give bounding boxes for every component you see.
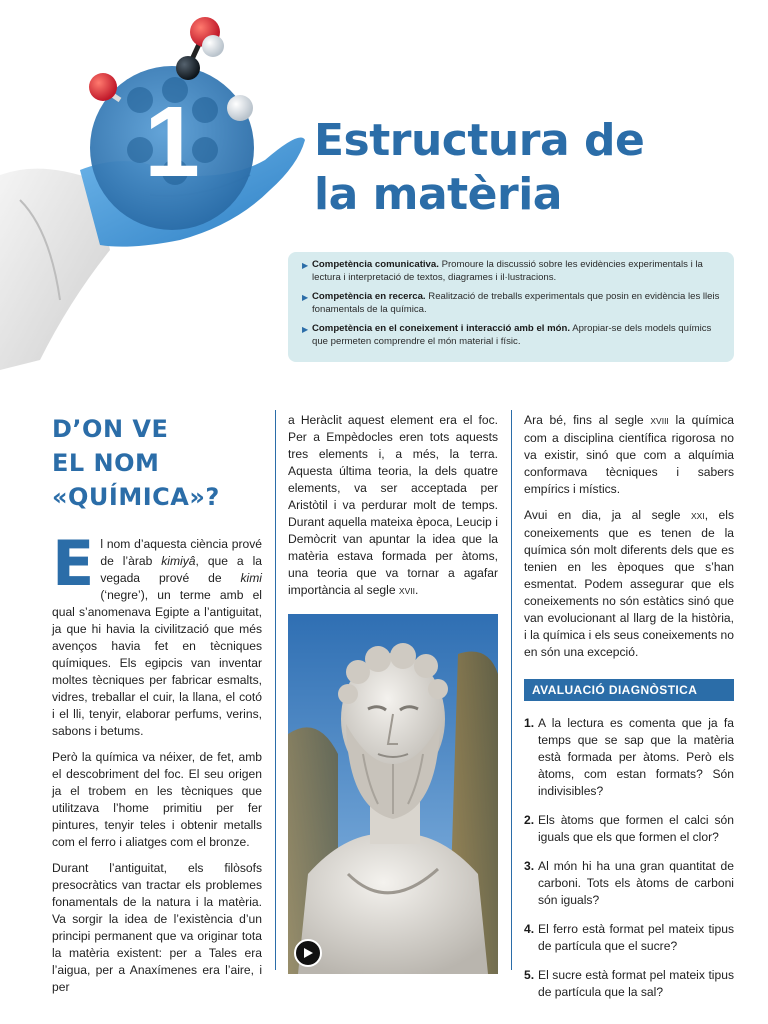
competence-description: Realització de treballs experimentals que posin en evidència les lleis fonamentals de la química. — [312, 291, 720, 315]
column-1 — [52, 412, 262, 1005]
competence-item — [302, 291, 722, 316]
chapter-number: 1 — [144, 86, 200, 198]
chapter-title — [314, 114, 754, 222]
question-item — [524, 967, 734, 1001]
century-numeral: XVIII — [650, 416, 669, 426]
text-run: , els coneixements que es tenen de la química són molt diferents dels que es tenien en les èpoques que s’han esmentat. Podem assegurar que els coneixements no són estàtics sinó que van evolucionant al llarg de la història, i la química i els seus coneixements no en són una excepció. — [524, 508, 735, 659]
century-numeral: XVII — [398, 586, 415, 596]
text-run: l nom d’aquesta ciència prové de l’àrab — [100, 537, 262, 568]
evaluation-heading: AVALUACIÓ DIAGNÒSTICA — [524, 679, 734, 701]
play-button[interactable] — [294, 939, 322, 967]
competence-description: Promoure la discussió sobre les evidències experimentals i la lectura i interpretació de textos, diagrames i il·lustracions. — [312, 259, 703, 283]
competence-text — [312, 323, 722, 348]
competences-panel — [288, 252, 734, 362]
question-item — [524, 921, 734, 955]
competence-item — [302, 259, 722, 284]
triangle-bullet-icon: ▶ — [302, 261, 309, 270]
paragraph — [288, 412, 498, 600]
text-run: . — [414, 583, 419, 597]
text-run: a Heràclit aquest element era el foc. Per a Empèdocles eren tots aquests tres elements i, a més, la terra. Aquesta última teoria, la dels quatre elements, va ser acceptada per Aristòtil i va perdurar molt de temps. Durant aquella mateixa època, Leucip i Demòcrit van apuntar la idea que la matèria estava formada per àtoms, una teoria que va tornar a agafar importància al segle — [288, 413, 498, 597]
text-run: la química com a disciplina científica rigorosa no va existir, sinó que com a alquímia conformava tècniques i sabers empírics i místics. — [524, 413, 735, 496]
italic-term: kimi — [240, 571, 262, 585]
dropcap: E — [52, 527, 95, 600]
question-item — [524, 858, 734, 909]
column-divider — [511, 410, 512, 970]
competence-label: Competència en el coneixement i interacció amb el món. — [312, 323, 571, 335]
question-number: 2. — [524, 813, 535, 827]
italic-term: kimiyâ — [161, 554, 196, 568]
text-run: Ara bé, fins al segle — [524, 413, 651, 427]
competence-text — [312, 291, 722, 316]
chapter-title-line1: Estructura de — [314, 115, 645, 166]
competence-item — [302, 323, 722, 348]
section-heading-line1: D’ON VE — [52, 415, 169, 443]
question-text: Al món hi ha una gran quantitat de carboni. Tots els àtoms de carboni són iguals? — [538, 859, 734, 907]
triangle-bullet-icon: ▶ — [302, 325, 309, 335]
question-text: El sucre està format pel mateix tipus de partícula que la sal? — [538, 968, 734, 999]
text-run: Avui en dia, ja al segle — [524, 508, 691, 522]
paragraph-intro — [52, 527, 262, 740]
bust-image — [288, 614, 498, 974]
question-number: 5. — [524, 968, 535, 982]
play-icon — [302, 947, 314, 959]
section-heading — [52, 412, 262, 514]
section-heading-line3: «QUÍMICA»? — [52, 483, 220, 511]
triangle-bullet-icon: ▶ — [302, 293, 309, 303]
paragraph: Durant l’antiguitat, els filòsofs presocràtics van tractar els problemes fonamentals de la natura i la matèria. Va sorgir la idea de l’existència d’un principi permanent que va originar tota la matèria existent: per a Tales era l’aigua, per a Anaxímenes era l’aire, i per — [52, 861, 262, 994]
column-2 — [288, 412, 498, 974]
question-number: 3. — [524, 859, 535, 873]
competence-description: Apropiar-se dels models químics que permeten comprendre el món material i físic. — [312, 323, 712, 347]
competence-label: Competència en recerca. — [312, 291, 426, 303]
section-heading-line2: EL NOM — [52, 449, 160, 477]
column-3 — [524, 412, 734, 1013]
question-number: 4. — [524, 922, 535, 936]
hero-illustration — [0, 0, 310, 370]
competence-text — [312, 259, 722, 284]
question-text: Els àtoms que formen el calci són iguals que els que formen el clor? — [538, 813, 734, 844]
paragraph: Però la química va néixer, de fet, amb el descobriment del foc. El seu origen ja el trobem en les tècniques que utilitzava l’home primitiu per fer pintures, tenyir teles i obtenir metalls com el ferro i aliatges com el bronze. — [52, 750, 262, 849]
text-run: (‘negre’), un terme amb el qual s’anomenava Egipte a l’antiguitat, ja que hi havia la civilització que més avenços havia fet en tècniques químiques. Els egipcis van inventar moltes tècniques per fabricar esmalts, vidres, treballar el cuir, la llana, el cotó i el lli, tenyir, elaborar perfums, verins, sabons i betums. — [52, 588, 262, 738]
century-numeral: XXI — [690, 511, 705, 521]
competence-label: Competència comunicativa. — [312, 259, 439, 270]
text-run: , que a la vegada prové de — [100, 554, 262, 585]
question-text: El ferro està format pel mateix tipus de partícula que el sucre? — [538, 922, 734, 953]
aristotle-bust-photo — [288, 614, 498, 974]
question-item — [524, 812, 734, 846]
paragraph — [524, 412, 734, 498]
question-number: 1. — [524, 716, 535, 730]
question-item — [524, 715, 734, 800]
chapter-title-line2: la matèria — [314, 169, 562, 220]
column-divider — [275, 410, 276, 970]
paragraph — [524, 507, 734, 661]
question-text: A la lectura es comenta que ja fa temps que se sap que la matèria està formada per àtoms. Però els àtoms, com estan formats? Són indivisibles? — [538, 716, 734, 798]
